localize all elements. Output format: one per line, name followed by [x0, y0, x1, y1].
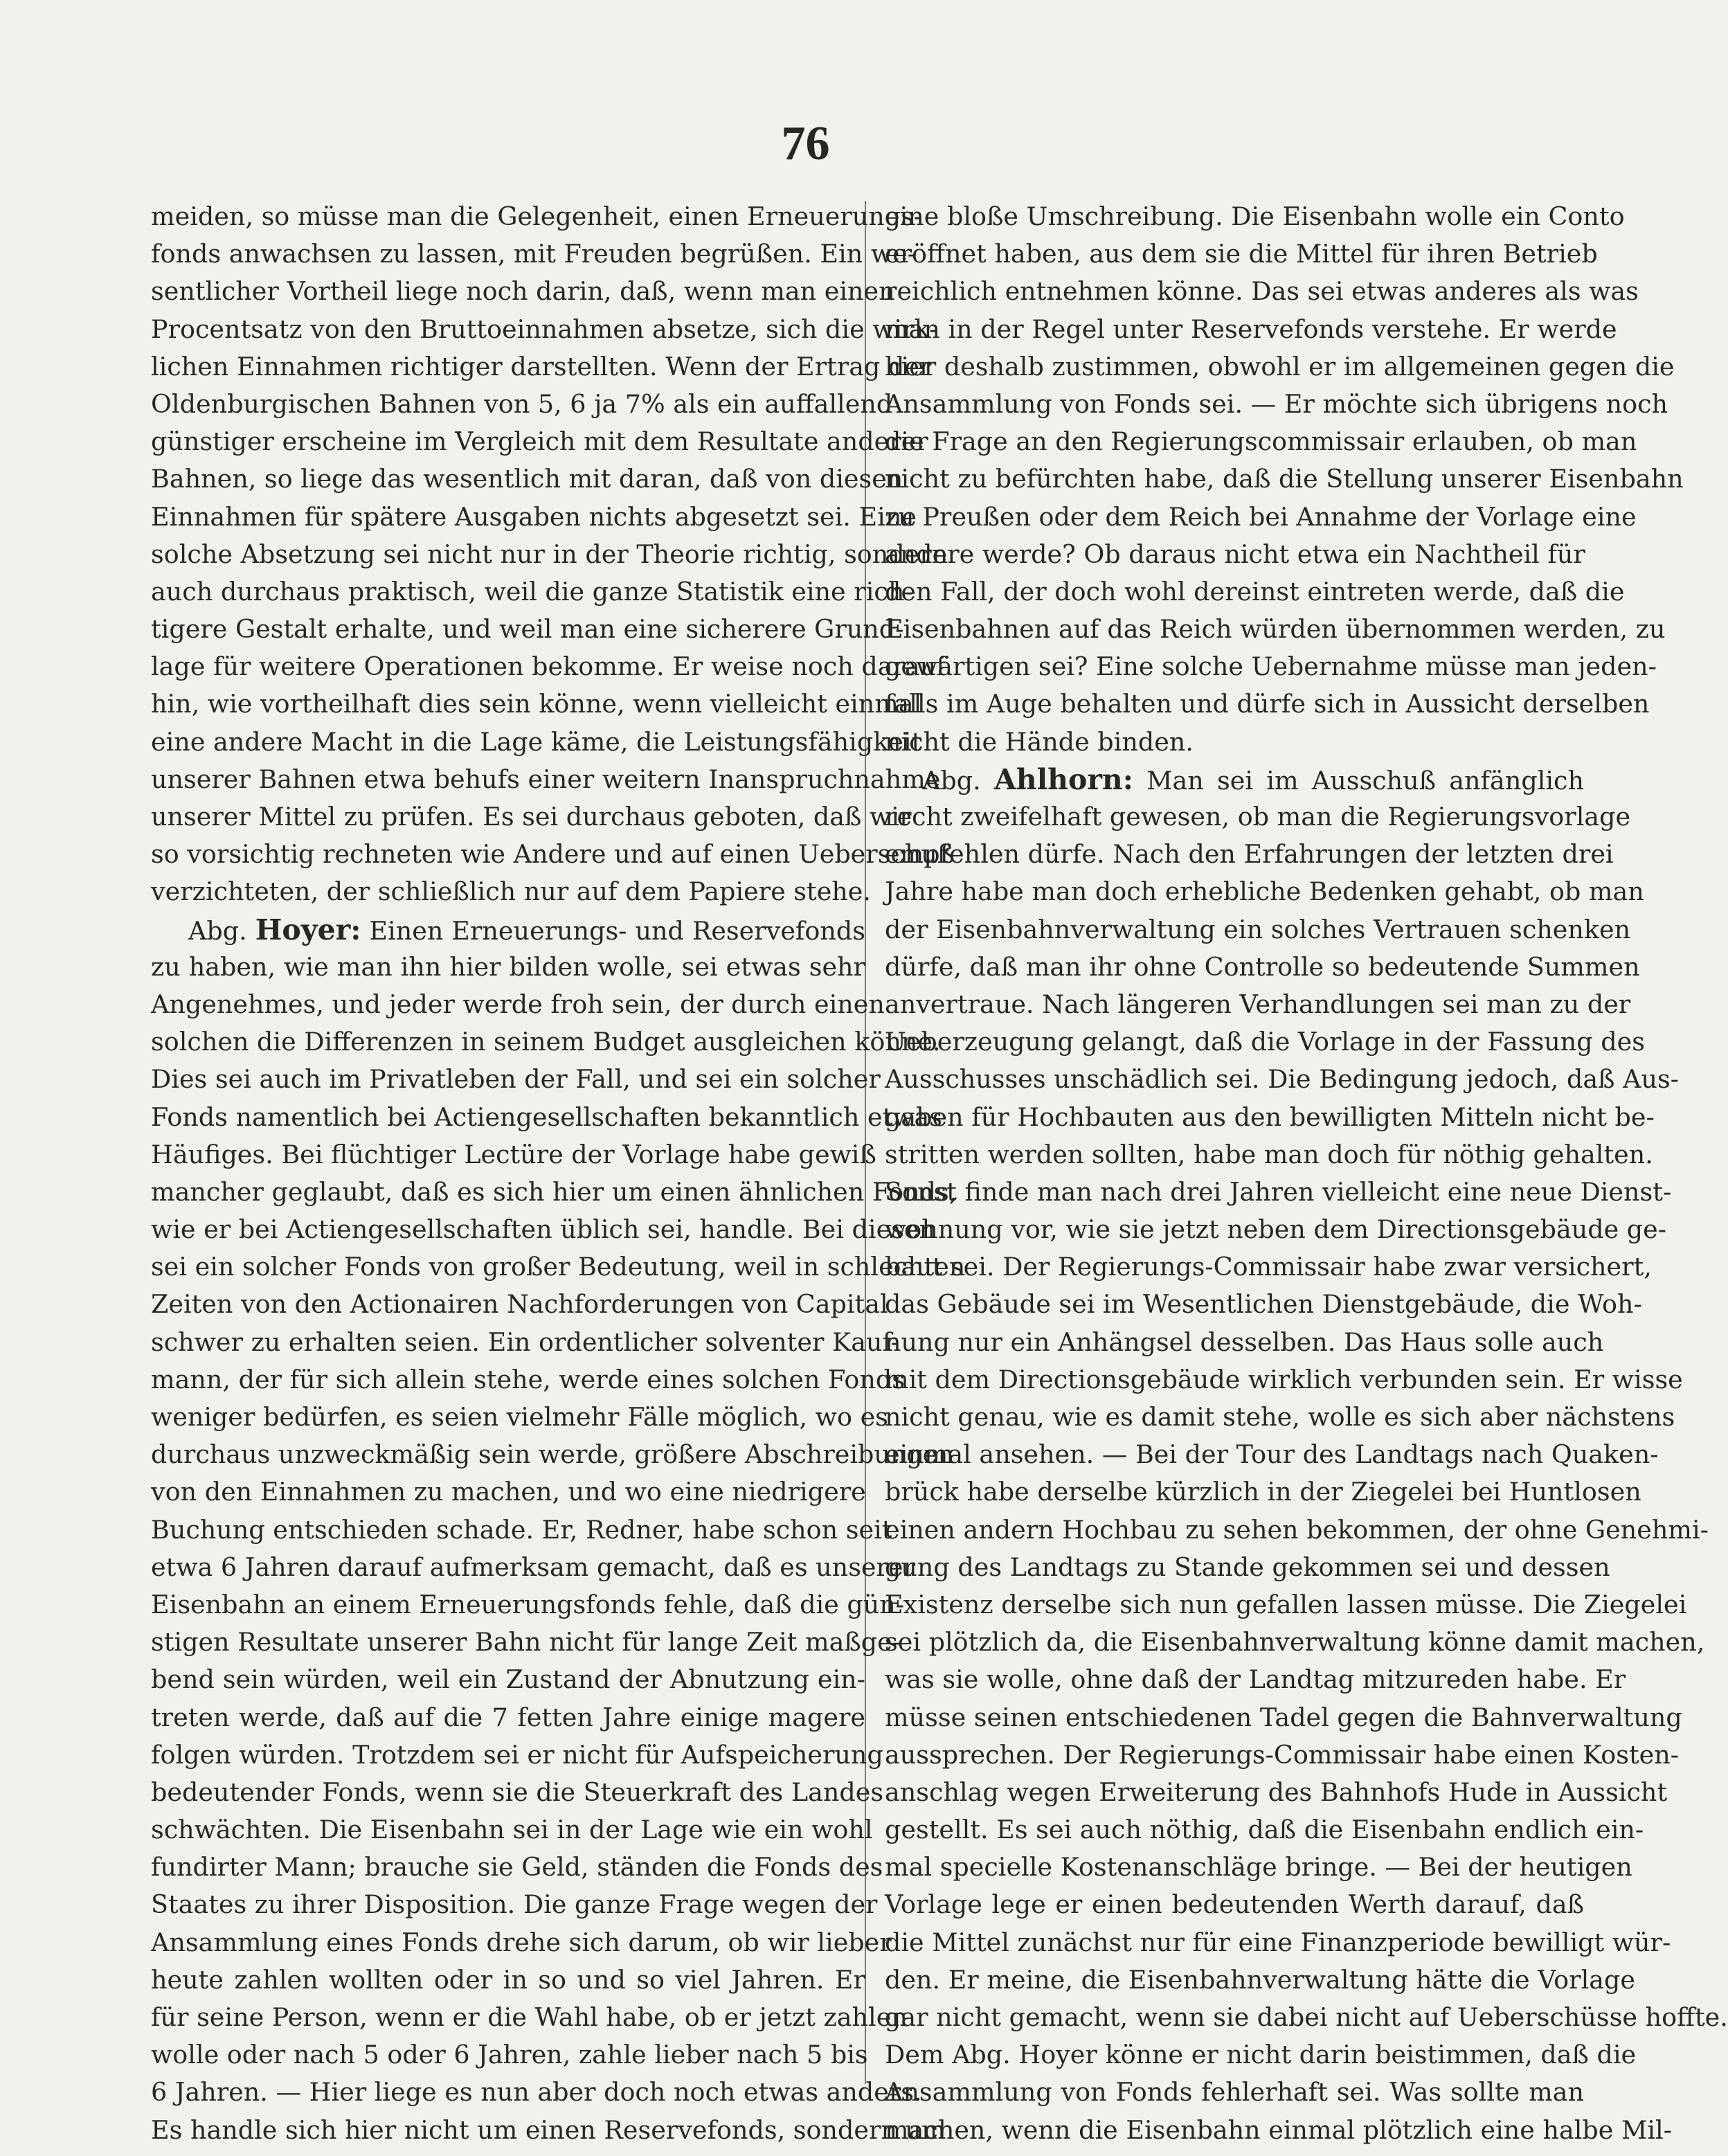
text-line: bedeutender Fonds, wenn sie die Steuerkraft des Landes [151, 1777, 884, 1807]
left-column [151, 198, 966, 2149]
text-line: mal specielle Kostenanschläge bringe. — Bei der heutigen [885, 1852, 1632, 1883]
text-line: mancher geglaubt, daß es sich hier um einen ähnlichen Fonds, [151, 1176, 957, 1207]
text-line: Es handle sich hier nicht um einen Reservefonds, sondern um [151, 2114, 946, 2145]
text-line: Vorlage lege er einen bedeutenden Werth darauf, daß [885, 1889, 1584, 1920]
text-line: sei ein solcher Fonds von großer Bedeutung, weil in schlechten [151, 1252, 966, 1282]
text-line: unserer Mittel zu prüfen. Es sei durchaus geboten, daß wir [151, 802, 912, 832]
text-line: lichen Einnahmen richtiger darstellten. Wenn der Ertrag der [151, 351, 932, 381]
text-line: nicht die Hände binden. [885, 726, 1194, 757]
text-line: den. Er meine, die Eisenbahnverwaltung hätte die Vorlage [885, 1964, 1635, 1995]
text-line: falls im Auge behalten und dürfe sich in Aussicht derselben [885, 689, 1650, 719]
speech-ahlhorn [885, 761, 1728, 2149]
text-line: stritten werden sollten, habe man doch für nöthig gehalten. [885, 1139, 1653, 1169]
text-line: zu Preußen oder dem Reich bei Annahme der Vorlage eine [885, 501, 1637, 532]
text-line: durchaus unzweckmäßig sein werde, größere Abschreibungen [151, 1439, 954, 1470]
text-line: meiden, so müsse man die Gelegenheit, einen Erneuerungs- [151, 201, 923, 231]
text-line: hin, wie vortheilhaft dies sein könne, wenn vielleicht einmal [151, 689, 922, 719]
speech-heading-line [151, 911, 865, 949]
text-line: fonds anwachsen zu lassen, mit Freuden begrüßen. Ein we- [151, 239, 916, 269]
text-line: Ansammlung eines Fonds drehe sich darum, ob wir lieber [151, 1927, 892, 1957]
text-line: die Mittel zunächst nur für eine Finanzperiode bewilligt wür- [885, 1927, 1671, 1957]
speech-body [151, 949, 966, 2149]
text-line: Ausschusses unschädlich sei. Die Bedingung jedoch, daß Aus- [885, 1064, 1680, 1095]
text-line: treten werde, daß auf die 7 fetten Jahre einige magere [151, 1702, 865, 1732]
text-line: reichlich entnehmen könne. Das sei etwas anderes als was [885, 276, 1639, 307]
text-line: wohnung vor, wie sie jetzt neben dem Directionsgebäude ge- [885, 1214, 1667, 1245]
speech-hoyer [151, 911, 966, 2149]
text-line: Ueberzeugung gelangt, daß die Vorlage in der Fassung des [885, 1027, 1645, 1057]
text-line: für seine Person, wenn er die Wahl habe, ob er jetzt zahlen [151, 2002, 908, 2032]
text-line: Eisenbahn an einem Erneuerungsfonds fehle, daß die gün- [151, 1589, 905, 1619]
text-line: lage für weitere Operationen bekomme. Er weise noch darauf [151, 652, 946, 682]
text-line: eine bloße Umschreibung. Die Eisenbahn wolle ein Conto [885, 201, 1625, 231]
text-line: gung des Landtags zu Stande gekommen sei und dessen [885, 1552, 1610, 1582]
text-line: Procentsatz von den Bruttoeinnahmen absetze, sich die wirk- [151, 314, 938, 344]
text-line: mit dem Directionsgebäude wirklich verbunden sein. Er wisse [885, 1364, 1683, 1394]
text-line: von den Einnahmen zu machen, und wo eine niedrigere [151, 1477, 866, 1507]
text-line: brück habe derselbe kürzlich in der Ziegelei bei Huntlosen [885, 1477, 1641, 1507]
text-line: andere werde? Ob daraus nicht etwa ein Nachtheil für [885, 539, 1585, 569]
text-line: weniger bedürfen, es seien vielmehr Fälle möglich, wo es [151, 1402, 888, 1432]
text-line: solchen die Differenzen in seinem Budget ausgleichen könne. [151, 1027, 941, 1057]
text-line: Bahnen, so liege das wesentlich mit daran, daß von diesen [151, 464, 903, 494]
text-line: Jahre habe man doch erhebliche Bedenken gehabt, ob man [885, 877, 1644, 907]
text-line: gestellt. Es sei auch nöthig, daß die Eisenbahn endlich ein- [885, 1815, 1644, 1845]
text-line: gar nicht gemacht, wenn sie dabei nicht auf Ueberschüsse hoffte. [885, 2002, 1728, 2032]
text-line: der Eisenbahnverwaltung ein solches Vertrauen schenken [885, 914, 1631, 944]
text-line: dürfe, daß man ihr ohne Controlle so bedeutende Summen [885, 951, 1640, 982]
text-line: die Frage an den Regierungscommissair erlauben, ob man [885, 426, 1637, 457]
text-line: günstiger erscheine im Vergleich mit dem Resultate anderer [151, 426, 928, 457]
text-line: Existenz derselbe sich nun gefallen lassen müsse. Die Ziegelei [885, 1589, 1687, 1619]
text-line: recht zweifelhaft gewesen, ob man die Regierungsvorlage [885, 802, 1631, 832]
speaker-name: Hoyer: [255, 913, 361, 946]
text-line: bend sein würden, weil ein Zustand der Abnutzung ein- [151, 1664, 865, 1695]
text-line: fundirter Mann; brauche sie Geld, ständen die Fonds des [151, 1852, 883, 1883]
right-paragraph [885, 198, 1684, 761]
text-line: eröffnet haben, aus dem sie die Mittel für ihren Betrieb [885, 239, 1598, 269]
text-line: sentlicher Vortheil liege noch darin, daß, wenn man einen [151, 276, 895, 307]
text-line: auch durchaus praktisch, weil die ganze Statistik eine rich- [151, 576, 913, 607]
text-line: Ansammlung von Fonds sei. — Er möchte sich übrigens noch [885, 388, 1668, 419]
text-line: gewärtigen sei? Eine solche Uebernahme müsse man jeden- [885, 652, 1657, 682]
speaker-name: Ahlhorn: [993, 762, 1133, 796]
text-line: 6 Jahren. — Hier liege es nun aber doch noch etwas anders. [151, 2077, 922, 2108]
text-line: stigen Resultate unserer Bahn nicht für lange Zeit maßge- [151, 1627, 901, 1658]
text-line: baut sei. Der Regierungs-Commissair habe zwar versichert, [885, 1252, 1652, 1282]
text-line: so vorsichtig rechneten wie Andere und auf einen Ueberschuß [151, 839, 955, 870]
text-line: Einnahmen für spätere Ausgaben nichts abgesetzt sei. Eine [151, 501, 917, 532]
left-paragraph [151, 198, 955, 911]
speech-abg-label: Abg. [188, 915, 247, 946]
speech-body [885, 798, 1728, 2149]
text-line: aussprechen. Der Regierungs-Commissair habe einen Kosten- [885, 1739, 1680, 1770]
text-line: Angenehmes, und jeder werde froh sein, der durch einen [151, 989, 885, 1019]
text-line: sei plötzlich da, die Eisenbahnverwaltung könne damit machen, [885, 1627, 1705, 1658]
text-line: nicht zu befürchten habe, daß die Stellung unserer Eisenbahn [885, 464, 1684, 494]
text-line: nung nur ein Anhängsel desselben. Das Haus solle auch [885, 1327, 1604, 1357]
text-line: tigere Gestalt erhalte, und weil man eine sicherere Grund- [151, 614, 904, 645]
text-line: Staates zu ihrer Disposition. Die ganze Frage wegen der [151, 1889, 878, 1920]
text-line: Eisenbahnen auf das Reich würden übernommen werden, zu [885, 614, 1666, 645]
text-line: unserer Bahnen etwa behufs einer weitern Inanspruchnahme [151, 764, 941, 794]
text-line: hier deshalb zustimmen, obwohl er im allgemeinen gegen die [885, 351, 1675, 381]
text-line: Häufiges. Bei flüchtiger Lectüre der Vorlage habe gewiß [151, 1139, 876, 1169]
text-line: folgen würden. Trotzdem sei er nicht für Aufspeicherung [151, 1739, 883, 1770]
text-line: einen andern Hochbau zu sehen bekommen, der ohne Genehmi- [885, 1514, 1709, 1545]
text-line: wie er bei Actiengesellschaften üblich sei, handle. Bei diesen [151, 1214, 936, 1245]
page-number: 76 [781, 117, 830, 170]
text-line: Dies sei auch im Privatleben der Fall, und sei ein solcher [151, 1064, 881, 1095]
text-line: Buchung entschieden schade. Er, Redner, habe schon seit [151, 1514, 892, 1545]
text-line: Oldenburgischen Bahnen von 5, 6 ja 7% als ein auffallend [151, 388, 893, 419]
text-line: müsse seinen entschiedenen Tadel gegen die Bahnverwaltung [885, 1702, 1682, 1732]
text-line: anvertraue. Nach längeren Verhandlungen sei man zu der [885, 989, 1631, 1019]
text-line: anschlag wegen Erweiterung des Bahnhofs Hude in Aussicht [885, 1777, 1668, 1807]
text-line: gaben für Hochbauten aus den bewilligten Mitteln nicht be- [885, 1102, 1655, 1132]
text-line: eine andere Macht in die Lage käme, die Leistungsfähigkeit [151, 726, 922, 757]
text-line: heute zahlen wollten oder in so und so viel Jahren. Er [151, 1964, 865, 1995]
text-line: verzichteten, der schließlich nur auf dem Papiere stehe. [151, 877, 872, 907]
text-line: den Fall, der doch wohl dereinst eintreten werde, daß die [885, 576, 1625, 607]
text-line: Fonds namentlich bei Actiengesellschaften bekanntlich etwas [151, 1102, 942, 1132]
text-line: solche Absetzung sei nicht nur in der Theorie richtig, sondern [151, 539, 948, 569]
text-line: Zeiten von den Actionairen Nachforderungen von Capital [151, 1289, 888, 1320]
speech-first-line: Einen Erneuerungs- und Reservefonds [369, 915, 866, 946]
text-line: das Gebäude sei im Wesentlichen Dienstgebäude, die Woh- [885, 1289, 1642, 1320]
text-line: etwa 6 Jahren darauf aufmerksam gemacht, daß es unserer [151, 1552, 916, 1582]
text-line: Dem Abg. Hoyer könne er nicht darin beistimmen, daß die [885, 2040, 1637, 2070]
text-line: zu haben, wie man ihn hier bilden wolle, sei etwas sehr [151, 951, 865, 982]
text-line: mann, der für sich allein stehe, werde eines solchen Fonds [151, 1364, 905, 1394]
text-line: nicht genau, wie es damit stehe, wolle es sich aber nächstens [885, 1402, 1675, 1432]
text-line: einmal ansehen. — Bei der Tour des Landtags nach Quaken- [885, 1439, 1659, 1470]
text-line: was sie wolle, ohne daß der Landtag mitzureden habe. Er [885, 1664, 1626, 1695]
speech-heading-line [885, 761, 1584, 798]
right-column [885, 198, 1728, 2149]
text-line: Sonst finde man nach drei Jahren vielleicht eine neue Dienst- [885, 1176, 1672, 1207]
text-line: schwer zu erhalten seien. Ein ordentlicher solventer Kauf- [151, 1327, 900, 1357]
text-line: man in der Regel unter Reservefonds verstehe. Er werde [885, 314, 1617, 344]
text-line: machen, wenn die Eisenbahn einmal plötzlich eine halbe Mil- [885, 2114, 1673, 2145]
text-line: empfehlen dürfe. Nach den Erfahrungen der letzten drei [885, 839, 1614, 870]
text-line: wolle oder nach 5 oder 6 Jahren, zahle lieber nach 5 bis [151, 2040, 868, 2070]
speech-abg-label: Abg. [922, 765, 981, 796]
speech-first-line: Man sei im Ausschuß anfänglich [1146, 765, 1584, 796]
text-line: schwächten. Die Eisenbahn sei in der Lage wie ein wohl [151, 1815, 873, 1845]
text-line: Ansammlung von Fonds fehlerhaft sei. Was sollte man [885, 2077, 1584, 2108]
